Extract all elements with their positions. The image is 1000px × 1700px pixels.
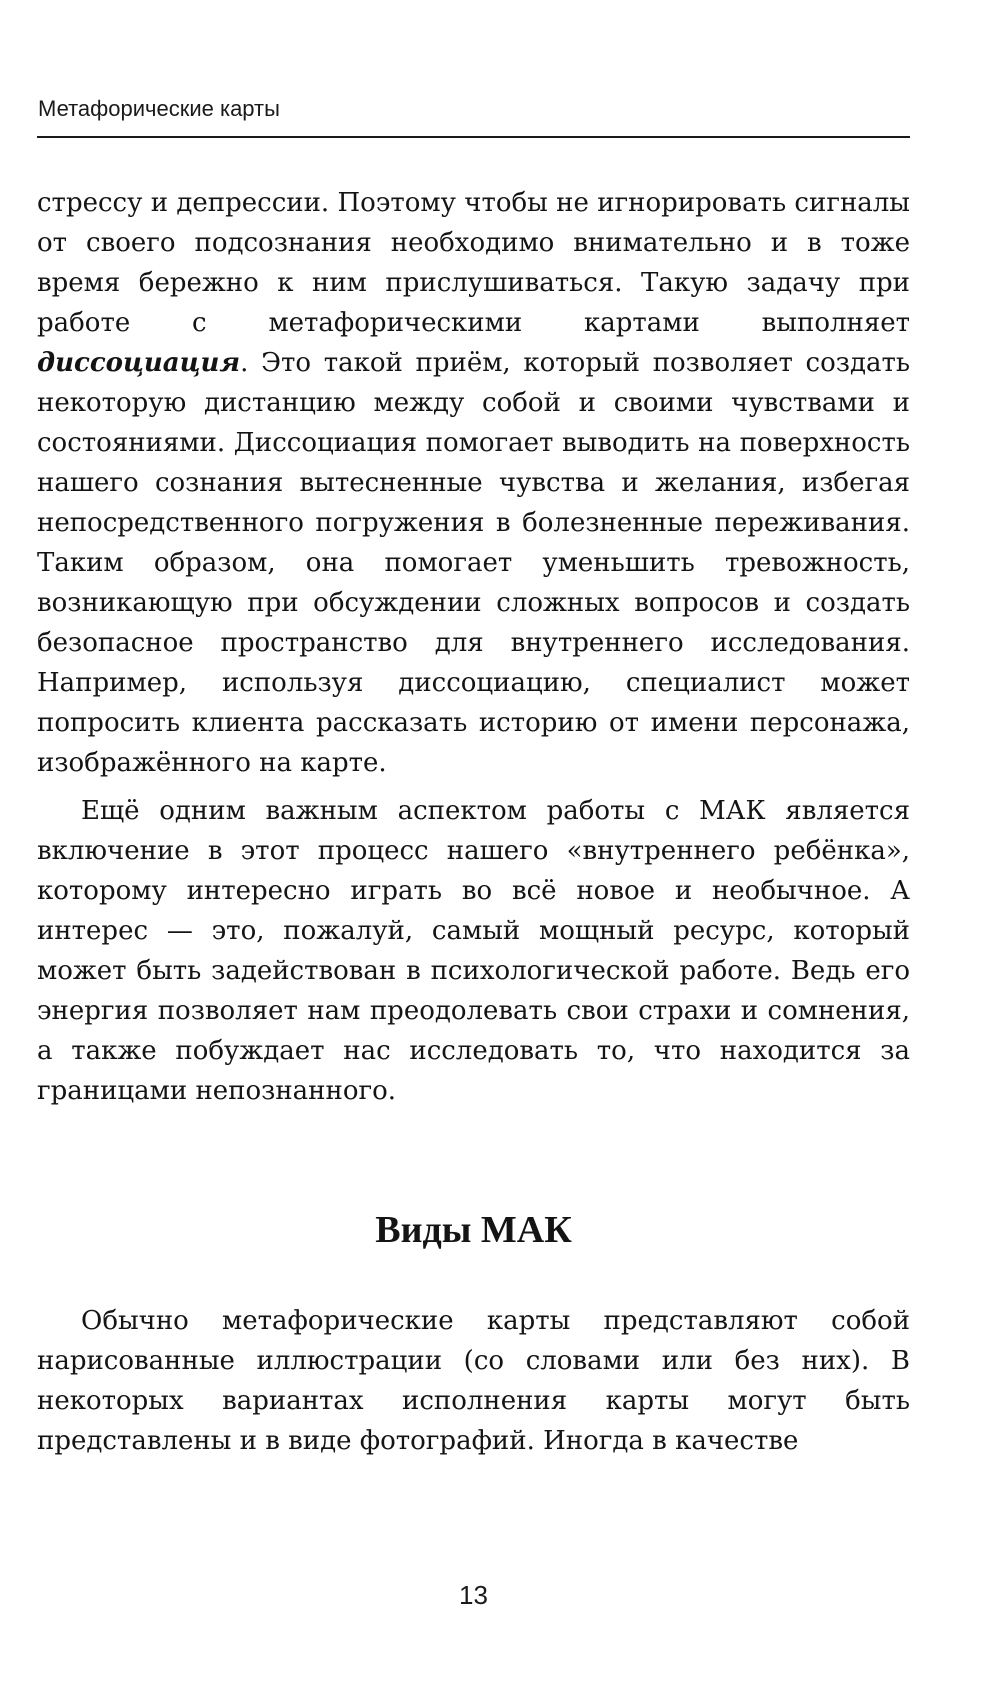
paragraph-inner-child: Ещё одним важным аспектом работы с МАК является включение в этот процесс нашего «внутреннего ребёнка», которому интересно играть во всё новое и необычное. А интерес — это, пожалуй, самый мощный ресурс, который может быть задействован в психологической работе. Ведь его энергия позволяет нам преодолевать свои страхи и сомнения, а также побуждает нас исследовать то, что находится за границами непознанного. [37, 796, 910, 1106]
page-number: 13 [459, 1580, 488, 1610]
text-block-top [37, 183, 910, 1111]
header-rule [37, 136, 910, 138]
emphasized-term: диссоциация [37, 348, 241, 378]
paragraph-continued [37, 183, 910, 783]
paragraph-text-before-term: стрессу и депрессии. Поэтому чтобы не игнорировать сигналы от своего подсознания необходимо внимательно и в тоже время бережно к ним прислушиваться. Такую задачу при работе с метафорическими картами выполняет [37, 188, 910, 338]
text-block-bottom [37, 1301, 910, 1461]
section-heading: Виды МАК [375, 1209, 572, 1251]
paragraph-text-after-term: . Это такой приём, который позволяет создать некоторую дистанцию между собой и своими чувствами и состояниями. Диссоциация помогает выводить на поверхность нашего сознания вытесненные чувства и желания, избегая непосредственного погружения в болезненные переживания. Таким образом, она помогает уменьшить тревожность, возникающую при обсуждении сложных вопросов и создать безопасное пространство для внутреннего исследования. Например, используя диссоциацию, специалист может попросить клиента рассказать историю от имени персонажа, изображённого на карте. [37, 348, 910, 778]
running-head: Метафорические карты [38, 96, 280, 121]
paragraph-mak-types: Обычно метафорические карты представляют собой нарисованные иллюстрации (со словами или без них). В некоторых вариантах исполнения карты могут быть представлены и в виде фотографий. Иногда в качестве [37, 1306, 910, 1456]
